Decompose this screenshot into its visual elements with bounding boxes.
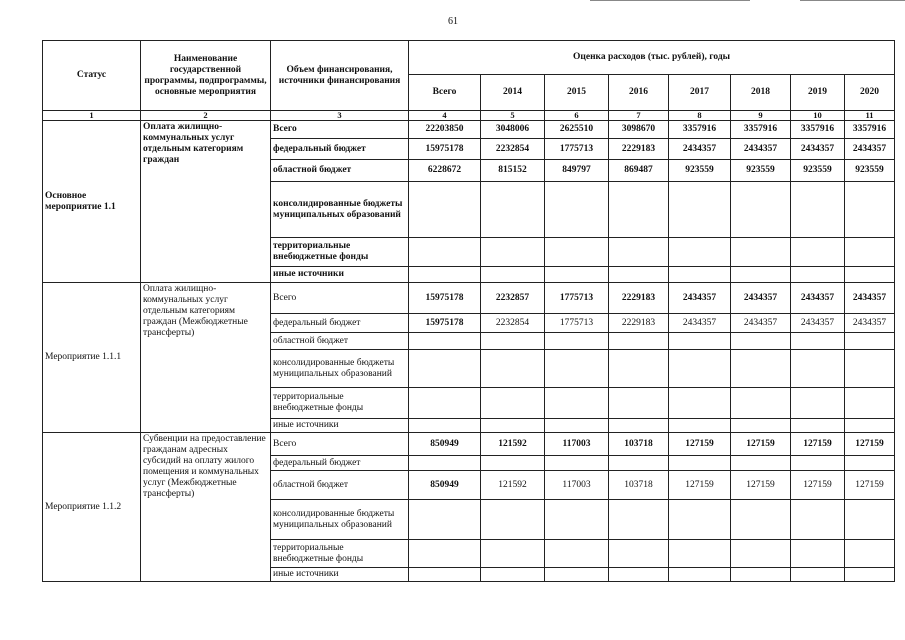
value-cell: 2625510: [545, 121, 609, 139]
value-cell: 2232854: [481, 139, 545, 160]
value-cell: 127159: [845, 471, 895, 500]
column-number: 11: [845, 111, 895, 121]
value-cell: [545, 568, 609, 582]
header-year: 2018: [731, 75, 791, 111]
value-cell: 2434357: [669, 283, 731, 314]
value-cell: [545, 540, 609, 568]
value-cell: [731, 238, 791, 267]
value-cell: 2434357: [731, 139, 791, 160]
value-cell: [609, 182, 669, 238]
funding-source-cell: иные источники: [271, 568, 409, 582]
value-cell: [669, 419, 731, 433]
value-cell: [791, 500, 845, 540]
header-status: Статус: [43, 41, 141, 111]
value-cell: [481, 500, 545, 540]
value-cell: [545, 350, 609, 388]
header-year: 2019: [791, 75, 845, 111]
value-cell: 2232854: [481, 314, 545, 333]
value-cell: 3357916: [791, 121, 845, 139]
header-year: 2017: [669, 75, 731, 111]
value-cell: 923559: [845, 160, 895, 182]
value-cell: [545, 182, 609, 238]
column-number: 10: [791, 111, 845, 121]
column-number: 7: [609, 111, 669, 121]
program-name-cell: Оплата жилищно-коммунальных услуг отдельным категориям граждан (Межбюджетные трансферты): [141, 283, 271, 433]
value-cell: [845, 350, 895, 388]
value-cell: 127159: [791, 471, 845, 500]
value-cell: [481, 388, 545, 419]
program-name-cell: Оплата жилищно-коммунальных услуг отдельным категориям граждан: [141, 121, 271, 283]
value-cell: [845, 419, 895, 433]
value-cell: [481, 333, 545, 350]
value-cell: [609, 500, 669, 540]
value-cell: [609, 267, 669, 283]
value-cell: [845, 540, 895, 568]
value-cell: 2434357: [669, 139, 731, 160]
value-cell: [609, 568, 669, 582]
funding-source-cell: Всего: [271, 433, 409, 456]
value-cell: [845, 568, 895, 582]
funding-source-cell: областной бюджет: [271, 471, 409, 500]
value-cell: 3357916: [845, 121, 895, 139]
status-cell: Мероприятие 1.1.2: [43, 433, 141, 582]
value-cell: [731, 267, 791, 283]
column-number: 2: [141, 111, 271, 121]
column-number: 3: [271, 111, 409, 121]
value-cell: [409, 350, 481, 388]
value-cell: [731, 333, 791, 350]
value-cell: [845, 500, 895, 540]
value-cell: [669, 540, 731, 568]
value-cell: 2229183: [609, 314, 669, 333]
value-cell: [481, 267, 545, 283]
value-cell: 6228672: [409, 160, 481, 182]
value-cell: [845, 238, 895, 267]
page-number: 61: [448, 16, 458, 27]
value-cell: [609, 540, 669, 568]
value-cell: 127159: [669, 433, 731, 456]
value-cell: [409, 267, 481, 283]
column-number: 9: [731, 111, 791, 121]
value-cell: [731, 568, 791, 582]
header-program-name: Наименование государственной программы, подпрограммы, основные мероприятия: [141, 41, 271, 111]
value-cell: [409, 456, 481, 471]
value-cell: [481, 238, 545, 267]
value-cell: [409, 419, 481, 433]
value-cell: 1775713: [545, 139, 609, 160]
value-cell: [669, 500, 731, 540]
value-cell: [731, 182, 791, 238]
value-cell: 3357916: [731, 121, 791, 139]
expenditure-table: [42, 40, 895, 582]
value-cell: [791, 419, 845, 433]
value-cell: [481, 456, 545, 471]
value-cell: 2434357: [845, 139, 895, 160]
value-cell: 923559: [669, 160, 731, 182]
value-cell: 1775713: [545, 314, 609, 333]
funding-source-cell: иные источники: [271, 267, 409, 283]
funding-source-cell: территориальные внебюджетные фонды: [271, 238, 409, 267]
value-cell: [731, 350, 791, 388]
value-cell: [609, 419, 669, 433]
status-cell: Мероприятие 1.1.1: [43, 283, 141, 433]
value-cell: [669, 456, 731, 471]
value-cell: [669, 238, 731, 267]
value-cell: 850949: [409, 471, 481, 500]
header-funding: Объем финансирования, источники финансирования: [271, 41, 409, 111]
value-cell: [545, 267, 609, 283]
value-cell: [791, 333, 845, 350]
header-year: 2014: [481, 75, 545, 111]
value-cell: [791, 456, 845, 471]
funding-source-cell: консолидированные бюджеты муниципальных образований: [271, 182, 409, 238]
value-cell: [669, 350, 731, 388]
value-cell: 2434357: [791, 314, 845, 333]
funding-source-cell: территориальные внебюджетные фонды: [271, 388, 409, 419]
value-cell: 2229183: [609, 283, 669, 314]
column-number: 5: [481, 111, 545, 121]
value-cell: [731, 388, 791, 419]
value-cell: [409, 500, 481, 540]
value-cell: [731, 500, 791, 540]
value-cell: [481, 182, 545, 238]
funding-source-cell: консолидированные бюджеты муниципальных образований: [271, 350, 409, 388]
value-cell: 117003: [545, 433, 609, 456]
value-cell: 103718: [609, 471, 669, 500]
value-cell: [791, 182, 845, 238]
value-cell: [481, 568, 545, 582]
value-cell: [845, 388, 895, 419]
value-cell: [409, 333, 481, 350]
value-cell: [545, 500, 609, 540]
funding-source-cell: федеральный бюджет: [271, 314, 409, 333]
value-cell: [609, 333, 669, 350]
column-number: 1: [43, 111, 141, 121]
value-cell: 869487: [609, 160, 669, 182]
value-cell: 22203850: [409, 121, 481, 139]
value-cell: 2434357: [791, 283, 845, 314]
value-cell: [409, 568, 481, 582]
table-row: [43, 121, 895, 139]
funding-source-cell: иные источники: [271, 419, 409, 433]
value-cell: [609, 350, 669, 388]
value-cell: [791, 540, 845, 568]
value-cell: 850949: [409, 433, 481, 456]
funding-source-cell: областной бюджет: [271, 160, 409, 182]
value-cell: 2434357: [791, 139, 845, 160]
value-cell: 15975178: [409, 139, 481, 160]
value-cell: [731, 456, 791, 471]
value-cell: 15975178: [409, 283, 481, 314]
column-number: 8: [669, 111, 731, 121]
status-cell: Основное мероприятие 1.1: [43, 121, 141, 283]
value-cell: [409, 388, 481, 419]
value-cell: 127159: [845, 433, 895, 456]
value-cell: 127159: [731, 433, 791, 456]
table-row: [43, 283, 895, 314]
value-cell: [791, 238, 845, 267]
value-cell: 2434357: [845, 314, 895, 333]
value-cell: 127159: [791, 433, 845, 456]
value-cell: 3357916: [669, 121, 731, 139]
value-cell: [481, 350, 545, 388]
funding-source-cell: Всего: [271, 283, 409, 314]
header-year: 2015: [545, 75, 609, 111]
funding-source-cell: Всего: [271, 121, 409, 139]
scan-edge-line: [590, 0, 750, 1]
value-cell: [409, 238, 481, 267]
value-cell: 923559: [791, 160, 845, 182]
value-cell: [845, 182, 895, 238]
header-year: 2016: [609, 75, 669, 111]
value-cell: 117003: [545, 471, 609, 500]
value-cell: 15975178: [409, 314, 481, 333]
value-cell: 815152: [481, 160, 545, 182]
value-cell: 121592: [481, 433, 545, 456]
value-cell: [669, 388, 731, 419]
column-number: 4: [409, 111, 481, 121]
value-cell: 103718: [609, 433, 669, 456]
funding-source-cell: консолидированные бюджеты муниципальных образований: [271, 500, 409, 540]
value-cell: [791, 388, 845, 419]
value-cell: 2434357: [731, 283, 791, 314]
value-cell: [609, 388, 669, 419]
scan-edge-line: [800, 0, 905, 1]
value-cell: [845, 456, 895, 471]
funding-source-cell: областной бюджет: [271, 333, 409, 350]
value-cell: [669, 568, 731, 582]
value-cell: 1775713: [545, 283, 609, 314]
value-cell: 2434357: [845, 283, 895, 314]
value-cell: 2232857: [481, 283, 545, 314]
value-cell: [791, 568, 845, 582]
value-cell: 2229183: [609, 139, 669, 160]
value-cell: [545, 419, 609, 433]
value-cell: [409, 182, 481, 238]
funding-source-cell: федеральный бюджет: [271, 456, 409, 471]
program-name-cell: Субвенции на предоставление гражданам адресных субсидий на оплату жилого помещения и коммунальных услуг (Межбюджетные трансферты): [141, 433, 271, 582]
value-cell: 3048006: [481, 121, 545, 139]
value-cell: 127159: [731, 471, 791, 500]
header-estimate: Оценка расходов (тыс. рублей), годы: [409, 41, 895, 75]
value-cell: [791, 350, 845, 388]
value-cell: [545, 333, 609, 350]
value-cell: 2434357: [731, 314, 791, 333]
value-cell: [409, 540, 481, 568]
value-cell: [669, 333, 731, 350]
value-cell: 127159: [669, 471, 731, 500]
value-cell: [481, 540, 545, 568]
value-cell: [545, 388, 609, 419]
column-number: 6: [545, 111, 609, 121]
header-year: 2020: [845, 75, 895, 111]
value-cell: [481, 419, 545, 433]
value-cell: 3098670: [609, 121, 669, 139]
value-cell: [609, 456, 669, 471]
value-cell: [731, 419, 791, 433]
funding-source-cell: федеральный бюджет: [271, 139, 409, 160]
value-cell: 2434357: [669, 314, 731, 333]
value-cell: [669, 182, 731, 238]
value-cell: 923559: [731, 160, 791, 182]
value-cell: [845, 267, 895, 283]
value-cell: [545, 238, 609, 267]
value-cell: [791, 267, 845, 283]
value-cell: [731, 540, 791, 568]
header-year: Всего: [409, 75, 481, 111]
value-cell: [669, 267, 731, 283]
value-cell: [845, 333, 895, 350]
value-cell: [545, 456, 609, 471]
value-cell: [609, 238, 669, 267]
funding-source-cell: территориальные внебюджетные фонды: [271, 540, 409, 568]
value-cell: 121592: [481, 471, 545, 500]
value-cell: 849797: [545, 160, 609, 182]
table-row: [43, 433, 895, 456]
